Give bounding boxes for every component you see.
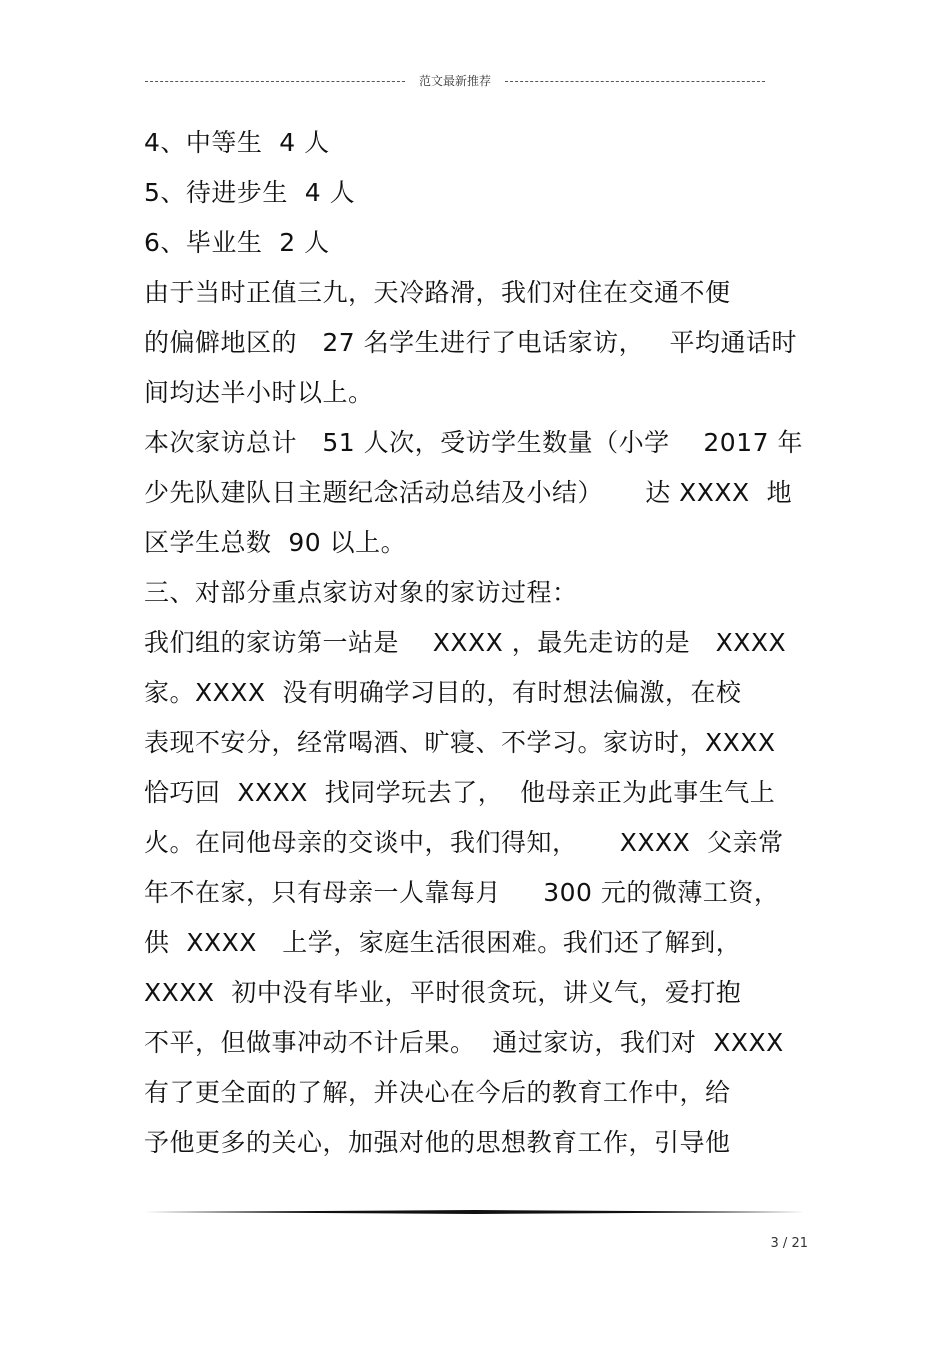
text-line: 年不在家，只有母亲一人靠每月 300 元的微薄工资， bbox=[144, 878, 780, 907]
footer-rule bbox=[145, 1210, 805, 1214]
body-text bbox=[144, 118, 814, 1168]
text-line: 家。XXXX 没有明确学习目的，有时想法偏激，在校 bbox=[144, 678, 742, 707]
footer-rule-line bbox=[145, 1210, 805, 1214]
text-line: 由于当时正值三九，天冷路滑，我们对住在交通不便 bbox=[144, 278, 731, 307]
page-header bbox=[145, 72, 765, 90]
text-line: 有了更全面的了解，并决心在今后的教育工作中，给 bbox=[144, 1078, 731, 1107]
text-line: 6、毕业生 2 人 bbox=[144, 228, 330, 257]
page-number: 3 / 21 bbox=[770, 1236, 808, 1251]
text-line: 恰巧回 XXXX 找同学玩去了， 他母亲正为此事生气上 bbox=[144, 778, 776, 807]
text-line: 4、中等生 4 人 bbox=[144, 128, 330, 157]
text-line: 本次家访总计 51 人次，受访学生数量（小学 2017 年 bbox=[144, 428, 803, 457]
text-line: 的偏僻地区的 27 名学生进行了电话家访， 平均通话时 bbox=[144, 328, 797, 357]
text-line: 供 XXXX 上学，家庭生活很困难。我们还了解到， bbox=[144, 928, 742, 957]
text-line: 火。在同他母亲的交谈中，我们得知， XXXX 父亲常 bbox=[144, 828, 784, 857]
text-line: 不平，但做事冲动不计后果。 通过家访，我们对 XXXX bbox=[144, 1028, 784, 1057]
text-line: 表现不安分，经常喝酒、旷寝、不学习。家访时，XXXX bbox=[144, 728, 776, 757]
text-line: 三、对部分重点家访对象的家访过程： bbox=[144, 578, 578, 607]
text-line: 5、待进步生 4 人 bbox=[144, 178, 356, 207]
text-line: 间均达半小时以上。 bbox=[144, 378, 374, 407]
text-line: 少先队建队日主题纪念活动总结及小结） 达 XXXX 地 bbox=[144, 478, 793, 507]
header-title: 范文最新推荐 bbox=[419, 74, 492, 88]
header-left-dashes bbox=[145, 81, 405, 82]
header-right-dashes bbox=[505, 81, 765, 82]
text-line: XXXX 初中没有毕业，平时很贪玩，讲义气，爱打抱 bbox=[144, 978, 742, 1007]
text-line: 我们组的家访第一站是 XXXX ，最先走访的是 XXXX bbox=[144, 628, 787, 657]
text-line: 区学生总数 90 以上。 bbox=[144, 528, 407, 557]
text-line: 予他更多的关心，加强对他的思想教育工作，引导他 bbox=[144, 1128, 731, 1157]
